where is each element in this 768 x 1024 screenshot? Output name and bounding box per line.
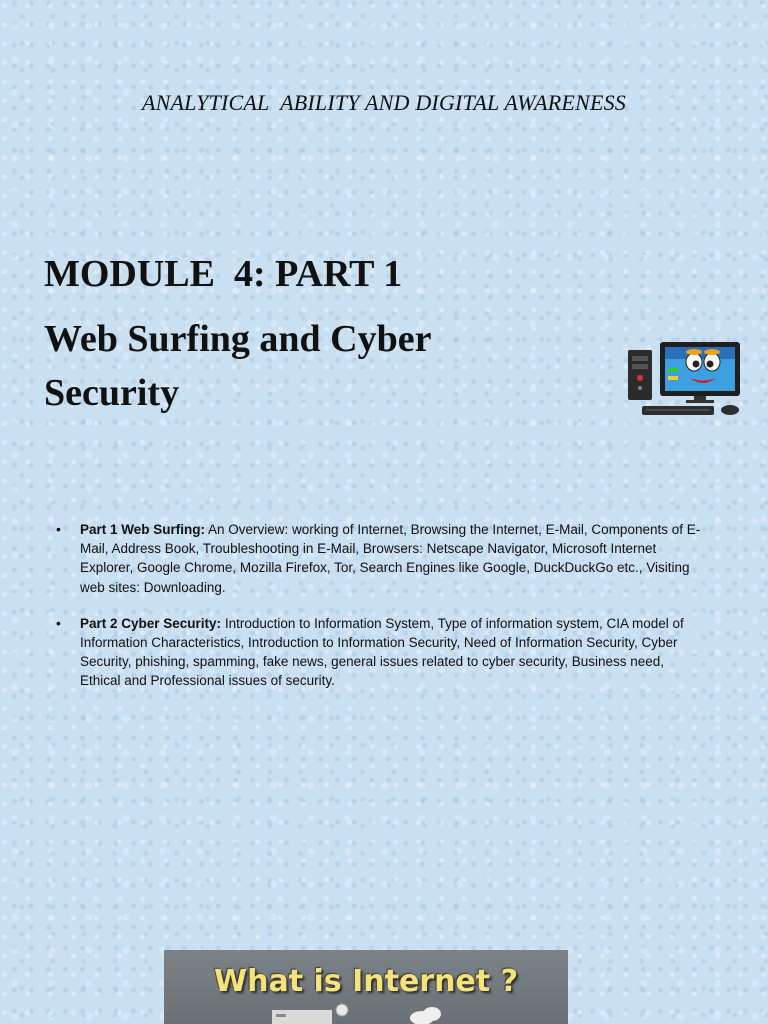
bullet-text: An Overview: working of Internet, Browsing the Internet, E-Mail, Components of E-Mail, Address Book, Troubleshooting in E-Mail, Browsers: Netscape Navigator, Microsoft Internet Explorer, Google Chrome, Mozilla Firefox, Tor, Search Engines like Google, DuckDuckGo etc., Visiting web sites: Downloading. — [80, 522, 701, 595]
bullet-heading: Part 2 Cyber Security: — [80, 615, 222, 631]
network-icon — [272, 1002, 462, 1024]
video-title: What is Internet ? — [214, 964, 518, 999]
bullet-marker: • — [56, 614, 61, 631]
module-subtitle: Web Surfing and Cyber Security — [44, 318, 431, 414]
course-title: ANALYTICAL ABILITY AND DIGITAL AWARENESS — [142, 90, 626, 115]
bullet-heading: Part 1 Web Surfing: — [80, 522, 206, 537]
module-title: MODULE 4: PART 1 — [44, 253, 403, 295]
cartoon-computer-icon — [622, 338, 750, 418]
bullet-text: Introduction to Information System, Type of information system, CIA model of Information Characteristics, Introduction to Information Security, Need of Information Security, Cyber Security, phishing, spamming, fake news, general issues related to cyber security, Business need, Ethical and Professional issues of security. — [80, 615, 684, 689]
video-thumbnail[interactable] — [164, 950, 568, 1024]
list-item — [56, 520, 706, 597]
topic-list — [56, 520, 706, 708]
list-item — [56, 614, 706, 691]
bullet-marker: • — [56, 521, 61, 537]
